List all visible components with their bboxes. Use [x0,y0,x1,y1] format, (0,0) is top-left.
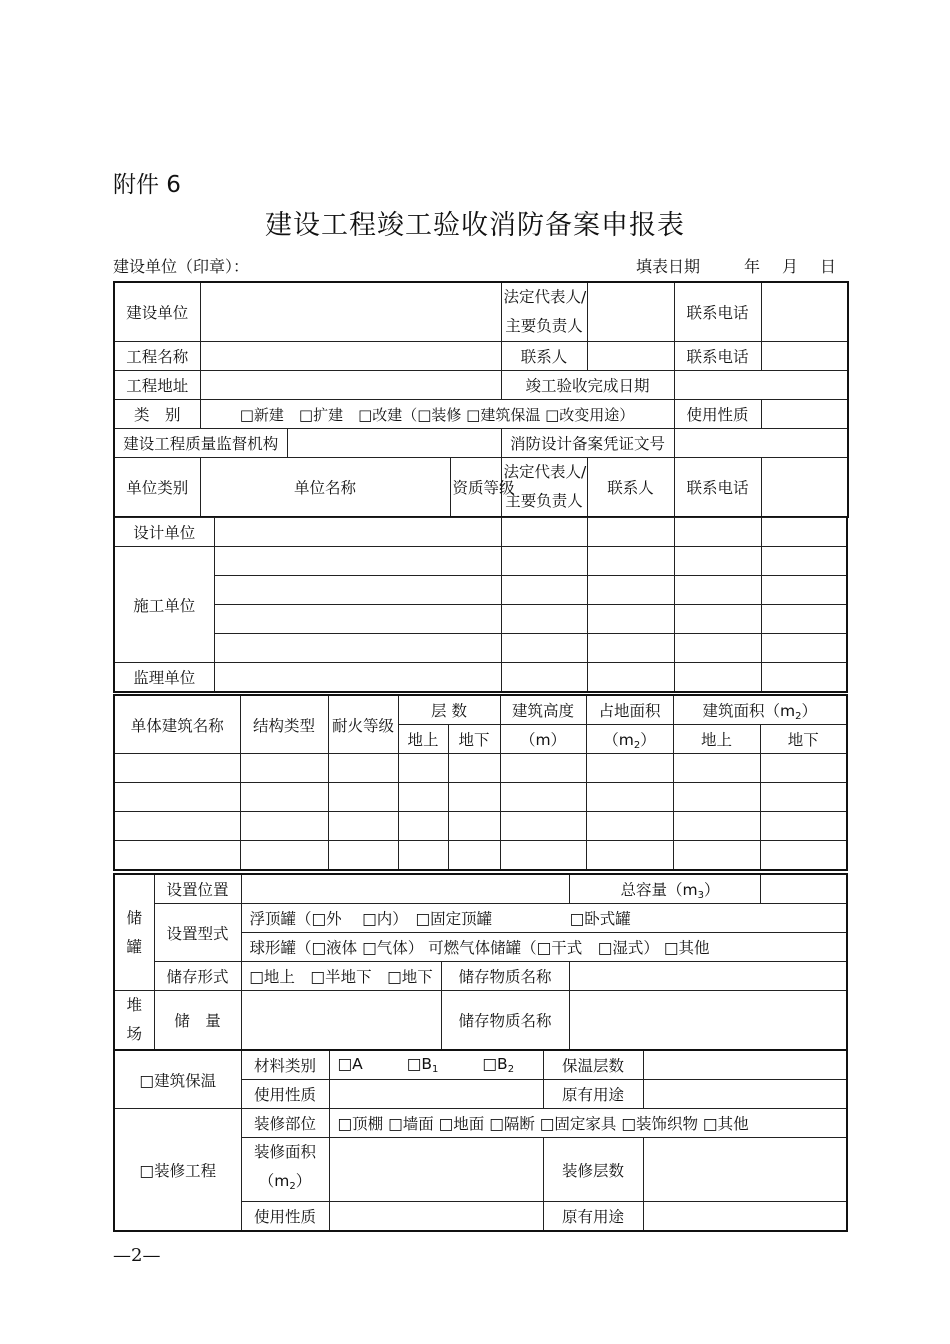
label-quality-agency: 建设工程质量监督机构 [114,429,287,458]
field-cons-qual-4[interactable] [501,634,587,663]
cell[interactable] [114,841,240,871]
cell[interactable] [500,754,586,783]
field-project-name[interactable] [200,342,501,371]
field-cons-name-2[interactable] [214,576,501,605]
building-row [114,754,847,783]
building-row [114,841,847,871]
row-build-unit [114,282,848,342]
cell[interactable] [328,812,398,841]
field-project-address[interactable] [200,371,501,400]
category-options[interactable]: □新建 □扩建 □改建（□装修 □建筑保温 □改变用途） [200,400,674,429]
field-use-nature[interactable] [761,400,848,429]
cell[interactable] [448,783,500,812]
label-insulation-layers: 保温层数 [543,1050,643,1080]
label-use-nature: 使用性质 [674,400,761,429]
cell[interactable] [240,783,328,812]
cell[interactable] [398,812,448,841]
field-cons-phone-1[interactable] [761,547,847,576]
field-location[interactable] [241,874,569,904]
row-material [114,1050,847,1080]
building-row [114,783,847,812]
label-original-use-2: 原有用途 [543,1202,643,1232]
label-project-name: 工程名称 [114,342,200,371]
label-legal-rep: 法定代表人/ 主要负责人 [501,282,587,342]
label-use-nature-3: 使用性质 [241,1202,329,1232]
tank-type-line1[interactable]: 浮顶罐（□外 □内） □固定顶罐 □卧式罐 [241,904,847,933]
label-category: 类 别 [114,400,200,429]
field-completion-date[interactable] [674,371,848,400]
label-building-area: 建筑面积$(m_2)$ [673,695,847,725]
label-area-above: 地上 [673,725,760,754]
field-storage-amount[interactable] [241,991,441,1051]
row-decoration-part [114,1109,847,1138]
field-sup-contact[interactable] [674,663,761,693]
label-total-capacity: 总容量$(m_3)$ [569,874,760,904]
row-construction-unit-4 [114,634,847,663]
row-storage-form [114,962,847,991]
cell[interactable] [398,783,448,812]
field-cons-contact-2[interactable] [674,576,761,605]
field-cons-name-1[interactable] [214,547,501,576]
label-construction-unit: 施工单位 [114,547,214,663]
fill-date-label [636,254,836,277]
row-construction-unit-2 [114,576,847,605]
field-original-use[interactable] [643,1080,847,1109]
field-decoration-layers[interactable] [643,1138,847,1202]
cell[interactable] [500,841,586,871]
cell[interactable] [586,783,673,812]
field-legal-rep[interactable] [587,282,674,342]
cell[interactable] [673,841,760,871]
field-phone-2[interactable] [761,342,848,371]
field-total-capacity[interactable] [760,874,847,904]
row-tank-type [114,904,847,933]
field-yard-substance[interactable] [569,991,847,1051]
cell[interactable] [398,841,448,871]
attachment-label: 附件 6 [113,172,181,198]
row-design-unit [114,518,847,547]
field-use-nature-2[interactable] [329,1080,543,1109]
field-design-rep[interactable] [587,518,674,547]
unit-seal-label: 建设单位（印章）： [113,257,250,276]
cell[interactable] [398,754,448,783]
field-cons-qual-1[interactable] [501,547,587,576]
label-area-below: 地下 [760,725,847,754]
field-design-phone[interactable] [761,518,847,547]
field-cons-qual-2[interactable] [501,576,587,605]
label-completion-date: 竣工验收完成日期 [501,371,674,400]
tank-table [113,873,848,1051]
label-insulation: □建筑保温 [114,1050,241,1109]
cell[interactable] [500,783,586,812]
cell[interactable] [114,783,240,812]
label-contact: 联系人 [501,342,587,371]
label-supervision-unit: 监理单位 [114,663,214,693]
field-sup-name[interactable] [214,663,501,693]
cell[interactable] [673,754,760,783]
label-legal-rep-2: 法定代表人/ 主要负责人 [501,458,587,518]
field-cons-contact-4[interactable] [674,634,761,663]
row-project-name [114,342,848,371]
month-label: 月 [782,257,799,276]
field-phone-1[interactable] [761,282,848,342]
storage-form-options[interactable]: □地上 □半地下 □地下 [241,962,441,991]
record-form-table [113,281,849,518]
label-decoration-layers: 装修层数 [543,1138,643,1202]
label-structure-type: 结构类型 [240,695,328,754]
field-build-unit[interactable] [200,282,501,342]
label-storage-form: 储存形式 [154,962,241,991]
label-substance-name: 储存物质名称 [441,962,569,991]
label-decoration-part: 装修部位 [241,1109,329,1138]
year-label: 年 [744,257,761,276]
cell[interactable] [448,841,500,871]
insulation-table [113,1049,848,1232]
row-unit-header [114,458,848,518]
field-original-use-2[interactable] [643,1202,847,1232]
units-table [113,517,848,693]
cell[interactable] [328,754,398,783]
field-cons-phone-3[interactable] [761,605,847,634]
cell[interactable] [586,812,673,841]
cell[interactable] [448,812,500,841]
field-cons-rep-2[interactable] [587,576,674,605]
row-building-header [114,695,847,725]
field-cons-rep-3[interactable] [587,605,674,634]
row-construction-unit-3 [114,605,847,634]
cell[interactable] [500,812,586,841]
cell[interactable] [760,841,847,871]
day-label: 日 [820,257,837,276]
cell[interactable] [586,841,673,871]
field-design-contact[interactable] [674,518,761,547]
field-cons-contact-3[interactable] [674,605,761,634]
row-construction-unit [114,547,847,576]
field-cons-contact-1[interactable] [674,547,761,576]
field-cons-name-4[interactable] [214,634,501,663]
label-phone-2: 联系电话 [674,342,761,371]
cell[interactable] [114,812,240,841]
label-land-area: 占地面积 [586,695,673,725]
label-floors-below: 地下 [448,725,500,754]
field-design-name[interactable] [214,518,501,547]
field-cons-phone-4[interactable] [761,634,847,663]
field-decoration-area[interactable] [329,1138,543,1202]
cell[interactable] [673,812,760,841]
field-cons-rep-4[interactable] [587,634,674,663]
row-category [114,400,848,429]
label-building-name: 单体建筑名称 [114,695,240,754]
label-build-unit: 建设单位 [114,282,200,342]
decoration-part-options[interactable]: □顶棚 □墙面 □地面 □隔断 □固定家具 □装饰织物 □其他 [329,1109,847,1138]
label-decoration: □装修工程 [114,1109,241,1232]
row-project-address [114,371,848,400]
cell[interactable] [760,783,847,812]
field-cons-rep-1[interactable] [587,547,674,576]
field-sup-phone[interactable] [761,663,847,693]
fill-date-text: 填表日期 [636,257,701,276]
cell[interactable] [673,783,760,812]
cell[interactable] [114,754,240,783]
form-title: 建设工程竣工验收消防备案申报表 [265,210,685,241]
field-contact[interactable] [587,342,674,371]
label-unit-m: （m） [500,725,586,754]
label-phone-1: 联系电话 [674,282,761,342]
field-use-nature-3[interactable] [329,1202,543,1232]
cell[interactable] [760,754,847,783]
row-quality-agency [114,429,848,458]
cell[interactable] [240,841,328,871]
label-fire-cert: 消防设计备案凭证文号 [501,429,674,458]
field-cons-name-3[interactable] [214,605,501,634]
label-yard-substance: 储存物质名称 [441,991,569,1051]
label-unit-name: 单位名称 [200,458,450,518]
row-supervision-unit [114,663,847,693]
label-project-address: 工程地址 [114,371,200,400]
field-fire-cert[interactable] [674,429,848,458]
cell[interactable] [448,754,500,783]
label-floors: 层 数 [398,695,500,725]
cell[interactable] [328,783,398,812]
label-design-unit: 设计单位 [114,518,214,547]
label-yard: 堆 场 [114,991,154,1051]
building-table [113,694,848,871]
label-unit-type: 单位类别 [114,458,200,518]
row-yard [114,991,847,1051]
field-sup-rep[interactable] [587,663,674,693]
cell[interactable] [240,812,328,841]
label-location: 设置位置 [154,874,241,904]
cell[interactable] [760,812,847,841]
page-number: —2— [113,1245,161,1266]
label-floors-above: 地上 [398,725,448,754]
building-row [114,812,847,841]
field-cons-phone-2[interactable] [761,576,847,605]
label-storage-amount: 储 量 [154,991,241,1051]
tank-type-line2[interactable]: 球形罐（□液体 □气体） 可燃气体储罐（□干式 □湿式） □其他 [241,933,847,962]
label-building-height: 建筑高度 [500,695,586,725]
field-sup-qual[interactable] [501,663,587,693]
label-decoration-area: 装修面积 $(m_2)$ [241,1138,329,1202]
label-original-use: 原有用途 [543,1080,643,1109]
material-options[interactable]: □A $□B_1$ $□B_2$ [329,1050,543,1080]
row-tank-location [114,874,847,904]
label-material-type: 材料类别 [241,1050,329,1080]
label-contact-2: 联系人 [587,458,674,518]
label-unit-m2: $(m_2)$ [586,725,673,754]
label-setting-type: 设置型式 [154,904,241,962]
label-phone-3: 联系电话 [674,458,761,518]
field-cons-qual-3[interactable] [501,605,587,634]
field-design-qual[interactable] [501,518,587,547]
field-insulation-layers[interactable] [643,1050,847,1080]
label-qualification: 资质等级 [450,458,501,518]
cell[interactable] [586,754,673,783]
field-substance-name[interactable] [569,962,847,991]
field-quality-agency[interactable] [287,429,501,458]
label-use-nature-2: 使用性质 [241,1080,329,1109]
cell[interactable] [328,841,398,871]
label-tank: 储 罐 [114,874,154,991]
label-fire-rating: 耐火等级 [328,695,398,754]
cell[interactable] [240,754,328,783]
